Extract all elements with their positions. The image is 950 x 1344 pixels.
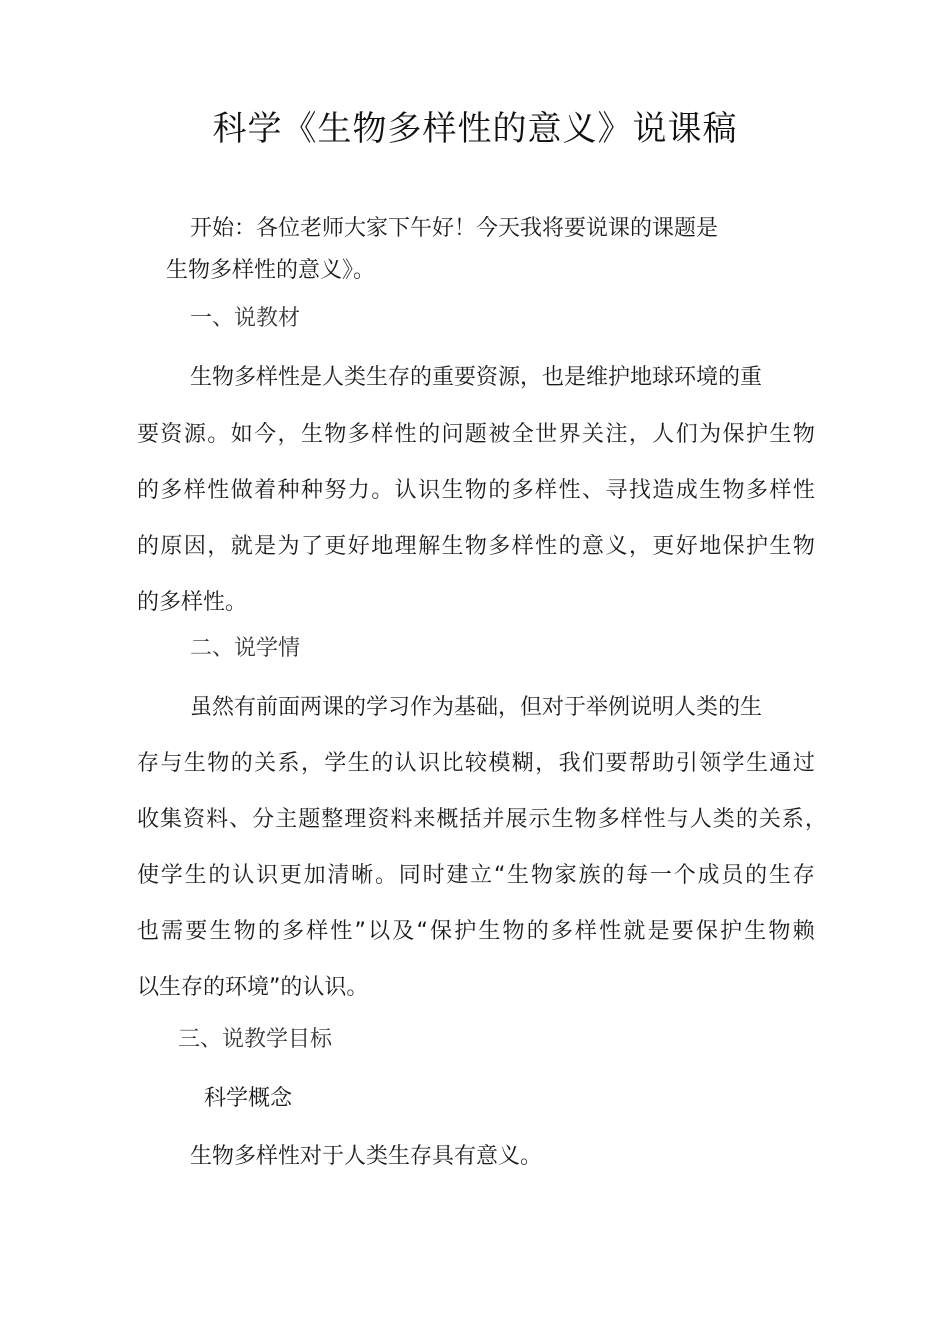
paragraph-line: 以生存的环境”的认识。 bbox=[137, 975, 369, 1000]
section-heading-teaching-goals: 三、说教学目标 bbox=[178, 1027, 333, 1052]
paragraph-line: 虽然有前面两课的学习作为基础，但对于举例说明人类的生 bbox=[190, 695, 763, 720]
paragraph-line: 要 资 源 。 如 今 ， 生 物 多 样 性 的 问 题 被 全 世 界 关 注 ， 人 们 为 保 护 生 物 bbox=[137, 422, 815, 447]
paragraph-line: 的 多 样 性 做 着 种 种 努 力 。 认 识 生 物 的 多 样 性 、 寻 找 造 成 生 物 多 样 性 bbox=[137, 478, 815, 503]
paragraph-line: 的多样性。 bbox=[137, 590, 248, 615]
subheading-science-concept: 科学概念 bbox=[204, 1086, 293, 1111]
section-heading-teaching-material: 一、说教材 bbox=[190, 306, 301, 331]
paragraph-line: 生物多样性对于人类生存具有意义。 bbox=[190, 1144, 543, 1169]
paragraph-line: 使 学 生 的 认 识 更 加 清 晰 。 同 时 建 立 “ 生 物 家 族 的 每 一 个 成 员 的 生 存 bbox=[137, 863, 815, 888]
paragraph-line: 收 集 资 料 、 分 主 题 整 理 资 料 来 概 括 并 展 示 生 物 多 样 性 与 人 类 的 关 系 ， bbox=[137, 807, 827, 832]
paragraph-line: 也 需 要 生 物 的 多 样 性 ” 以 及 “ 保 护 生 物 的 多 样 性 就 是 要 保 护 生 物 赖 bbox=[137, 919, 815, 944]
intro-line-2: 生物多样性的意义》。 bbox=[166, 258, 376, 283]
intro-line-1: 开始：各位老师大家下午好！今天我将要说课的课题是 bbox=[190, 216, 719, 241]
paragraph-line: 生物多样性是人类生存的重要资源，也是维护地球环境的重 bbox=[190, 365, 763, 390]
document-title: 科学《生物多样性的意义》说课稿 bbox=[212, 109, 738, 149]
section-heading-learning-situation: 二、说学情 bbox=[190, 636, 301, 661]
paragraph-line: 存 与 生 物 的 关 系 ， 学 生 的 认 识 比 较 模 糊 ， 我 们 要 帮 助 引 领 学 生 通 过 bbox=[137, 751, 815, 776]
paragraph-line: 的 原 因 ， 就 是 为 了 更 好 地 理 解 生 物 多 样 性 的 意 义 ， 更 好 地 保 护 生 物 bbox=[137, 534, 815, 559]
